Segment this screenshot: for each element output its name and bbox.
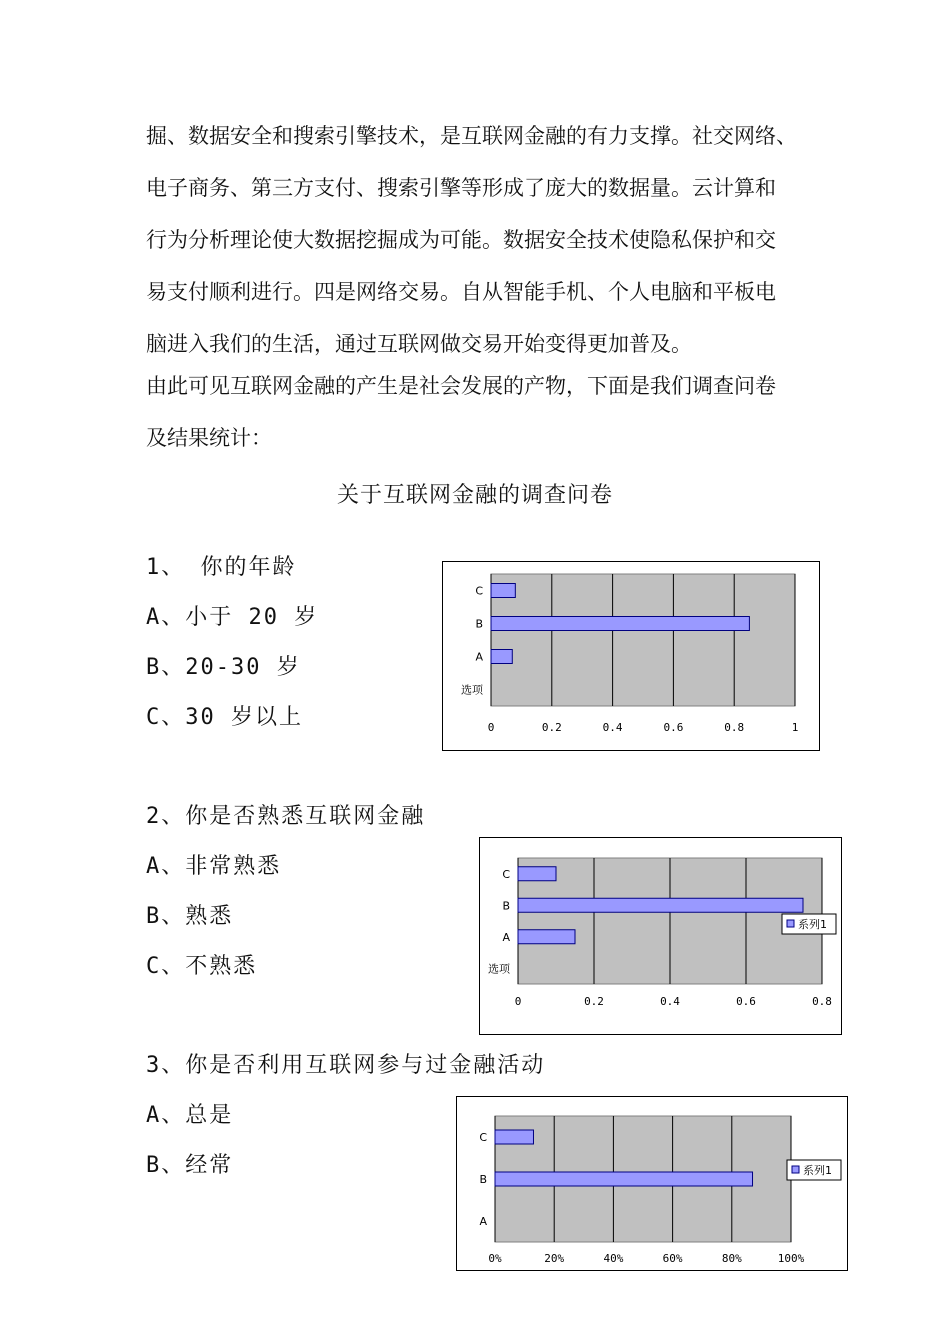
x-tick-label: 20% bbox=[544, 1252, 565, 1265]
question-3-option-b: B、经常 bbox=[146, 1153, 234, 1178]
plot-area bbox=[491, 574, 795, 706]
question-2-option-a: A、非常熟悉 bbox=[146, 854, 282, 879]
bar bbox=[518, 867, 556, 881]
x-tick-label: 0 bbox=[514, 995, 522, 1008]
x-tick-label: 0.2 bbox=[584, 995, 604, 1008]
category-label: C bbox=[475, 584, 483, 598]
question-1-option-c: C、30 岁以上 bbox=[146, 705, 303, 730]
category-label: 选项 bbox=[488, 962, 510, 976]
x-tick-label: 0.8 bbox=[812, 995, 832, 1008]
x-tick-label: 80% bbox=[721, 1252, 742, 1265]
x-tick-label: 100% bbox=[777, 1252, 805, 1265]
category-label: B bbox=[502, 899, 510, 913]
bar bbox=[518, 898, 803, 912]
familiarity-chart-svg bbox=[480, 838, 841, 1034]
category-label: C bbox=[479, 1131, 487, 1144]
age-chart-svg bbox=[443, 562, 819, 750]
legend-label: 系列1 bbox=[803, 1164, 832, 1177]
category-label: B bbox=[475, 617, 483, 631]
x-tick-label: 60% bbox=[662, 1252, 683, 1265]
bar bbox=[491, 584, 515, 598]
paragraph-line: 行为分析理论使大数据挖掘成为可能。数据安全技术使隐私保护和交 bbox=[146, 228, 776, 252]
question-2-option-b: B、熟悉 bbox=[146, 904, 234, 929]
paragraph-line: 由此可见互联网金融的产生是社会发展的产物，下面是我们调查问卷 bbox=[146, 374, 776, 398]
x-tick-label: 0.4 bbox=[660, 995, 680, 1008]
bar bbox=[518, 930, 575, 944]
x-tick-label: 1 bbox=[791, 721, 799, 734]
survey-title: 关于互联网金融的调查问卷 bbox=[336, 483, 613, 508]
paragraph-line: 掘、数据安全和搜索引擎技术，是互联网金融的有力支撑。社交网络、 bbox=[146, 124, 797, 148]
paragraph-line: 易支付顺利进行。四是网络交易。自从智能手机、个人电脑和平板电 bbox=[146, 280, 776, 304]
question-1-option-b: B、20-30 岁 bbox=[146, 655, 301, 680]
category-label: C bbox=[502, 867, 510, 881]
x-tick-label: 40% bbox=[603, 1252, 624, 1265]
x-tick-label: 0.6 bbox=[663, 721, 684, 734]
bar bbox=[495, 1172, 753, 1186]
paragraph-line: 脑进入我们的生活，通过互联网做交易开始变得更加普及。 bbox=[146, 332, 692, 356]
question-2-text: 2、你是否熟悉互联网金融 bbox=[146, 804, 426, 829]
question-3-text: 3、你是否利用互联网参与过金融活动 bbox=[146, 1053, 546, 1078]
x-tick-label: 0 bbox=[487, 721, 495, 734]
question-2-option-c: C、不熟悉 bbox=[146, 954, 258, 979]
paragraph-line: 及结果统计： bbox=[146, 426, 272, 450]
legend-label: 系列1 bbox=[798, 918, 827, 931]
x-tick-label: 0% bbox=[488, 1252, 502, 1265]
legend-swatch bbox=[792, 1166, 799, 1173]
question-1-option-a: A、小于 20 岁 bbox=[146, 605, 319, 630]
paragraph-line: 电子商务、第三方支付、搜索引擎等形成了庞大的数据量。云计算和 bbox=[146, 176, 776, 200]
x-tick-label: 0.8 bbox=[724, 721, 745, 734]
participation-chart bbox=[456, 1096, 848, 1271]
category-label: 选项 bbox=[461, 683, 483, 697]
question-1-text: 1、 你的年龄 bbox=[146, 555, 297, 580]
age-chart bbox=[442, 561, 820, 751]
x-tick-label: 0.4 bbox=[602, 721, 623, 734]
category-label: A bbox=[502, 930, 510, 944]
legend-swatch bbox=[787, 920, 794, 927]
category-label: A bbox=[475, 650, 483, 664]
participation-chart-svg bbox=[457, 1097, 847, 1270]
x-tick-label: 0.6 bbox=[736, 995, 756, 1008]
bar bbox=[491, 650, 512, 664]
conclusion-paragraph bbox=[146, 360, 816, 464]
familiarity-chart bbox=[479, 837, 842, 1035]
bar bbox=[491, 617, 749, 631]
category-label: A bbox=[479, 1215, 487, 1228]
bar bbox=[495, 1130, 533, 1144]
question-3-option-a: A、总是 bbox=[146, 1103, 234, 1128]
x-tick-label: 0.2 bbox=[541, 721, 562, 734]
category-label: B bbox=[479, 1173, 487, 1186]
intro-paragraph bbox=[146, 110, 816, 370]
